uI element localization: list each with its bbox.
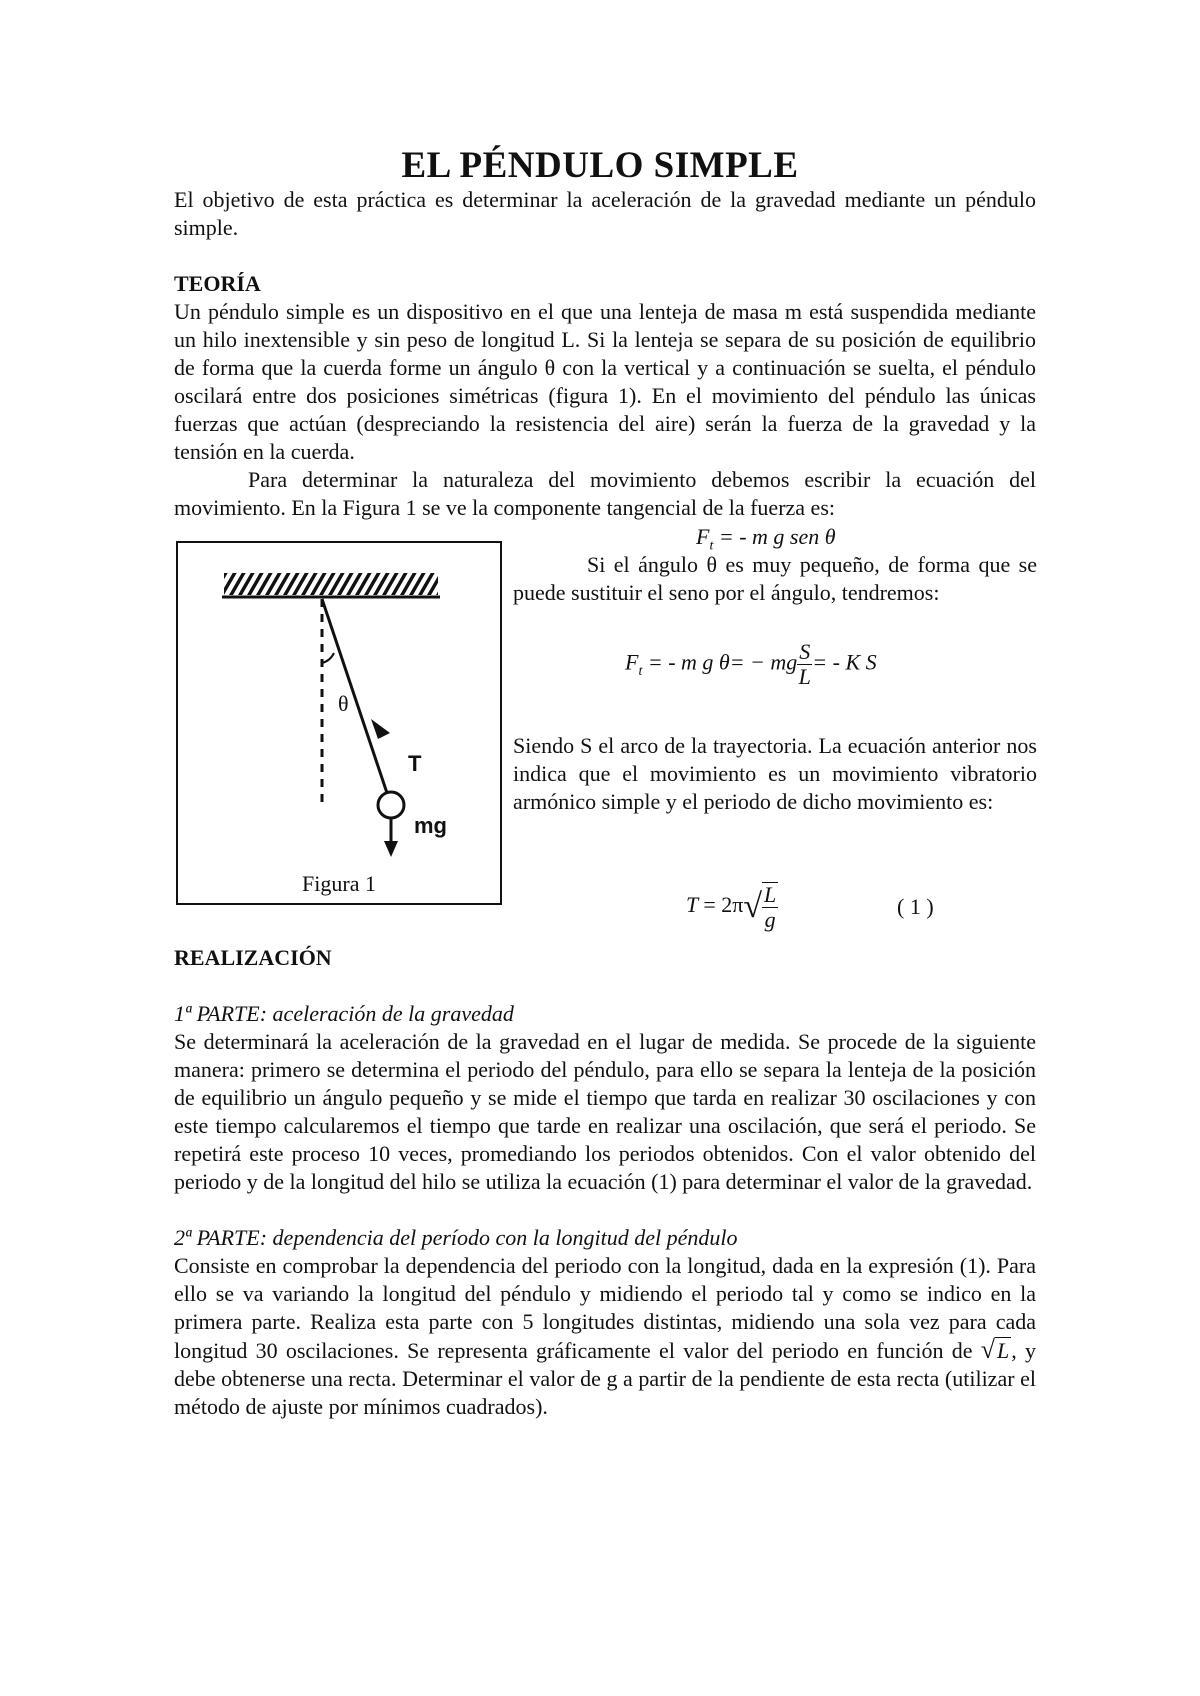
small-angle-paragraph: Si el ángulo θ es muy pequeño, de forma que se puede sustituir el seno por el ángulo, tendremos:: [513, 552, 1037, 605]
tension-arrow: [371, 719, 390, 739]
realization-block: [174, 944, 1036, 1421]
theory-paragraph-2: Para determinar la naturaleza del movimiento debemos escribir la ecuación del movimiento. En la Figura 1 se ve la componente tangencial de la fuerza es:: [174, 467, 1036, 520]
theory-paragraph-1: Un péndulo simple es un dispositivo en el que una lenteja de masa m está suspendida mediante un hilo inextensible y sin peso de longitud L. Si la lenteja se separa de su posición de equilibrio de forma que la cuerda forme un ángulo θ con la vertical y a continuación se suelta, el péndulo oscilará entre dos posiciones simétricas (figura 1). En el movimiento del péndulo las únicas fuerzas que actúan (despreciando la resistencia del aire) serán la fuerza de la gravedad y la tensión en la cuerda.: [174, 299, 1036, 464]
equation-small-angle: $F_t$ = - m g θ= − mg $\frac{S}{L}$ = - K S: [625, 639, 877, 689]
part2-paragraph: Consiste en comprobar la dependencia del periodo con la longitud, dada en la expresión (1). Para ello se va variando la longitud del péndulo y midiendo el periodo tal y como se indico en la primera parte. Realiza esta parte con 5 longitudes distintas, midiendo una sola vez para cada longitud 30 oscilaciones. Se representa gráficamente el valor del periodo en función de √L, y debe obtenerse una recta. Determinar el valor de g a partir de la pendiente de esta recta (utilizar el método de ajuste por mínimos cuadrados).: [174, 1253, 1037, 1419]
pendulum-string: [322, 599, 387, 793]
page-title: EL PÉNDULO SIMPLE: [401, 145, 799, 186]
sqrt-symbol-inline: √: [980, 1335, 996, 1364]
weight-arrow-head: [384, 841, 398, 857]
equation-period: T = 2π√ $\frac{L}{g}$: [686, 882, 777, 932]
pendulum-diagram: [178, 543, 500, 903]
fraction-s-over-l: $\frac{S}{L}$: [798, 639, 811, 689]
fraction-l-over-g: $\frac{L}{g}$: [764, 882, 777, 932]
ceiling-hatch: [224, 573, 438, 595]
sqrt-symbol: √: [743, 888, 763, 925]
figure-caption: Figura 1: [302, 871, 376, 896]
equation-number: ( 1 ): [897, 894, 934, 919]
sqrt-l-expression: √L: [980, 1335, 1010, 1364]
figure-pendulum: [176, 541, 502, 905]
theory-heading: TEORÍA: [174, 271, 261, 296]
theta-label: θ: [338, 691, 349, 716]
intro-paragraph: El objetivo de esta práctica es determinar la aceleración de la gravedad mediante un péndulo simple.: [174, 187, 1036, 240]
angle-arc: [322, 653, 334, 663]
tension-label: T: [408, 751, 422, 776]
equation-tangential-force: $F_t$ = - m g sen θ: [696, 524, 836, 554]
pendulum-bob: [378, 792, 404, 818]
weight-label: mg: [414, 813, 447, 838]
intro-block: [174, 186, 1036, 522]
part2-title: 2ª PARTE: dependencia del período con la longitud del péndulo: [174, 1225, 738, 1250]
realization-heading: REALIZACIÓN: [174, 945, 332, 970]
arc-paragraph: Siendo S el arco de la trayectoria. La ecuación anterior nos indica que el movimiento es un movimiento vibratorio armónico simple y el periodo de dicho movimiento es:: [513, 733, 1037, 814]
part1-paragraph: Se determinará la aceleración de la gravedad en el lugar de medida. Se procede de la siguiente manera: primero se determina el periodo del péndulo, para ello se separa la lenteja de la posición de equilibrio un ángulo pequeño y se mide el tiempo que tarda en realizar 30 oscilaciones y con este tiempo calcularemos el tiempo que tarde en realizar una oscilación, que será el periodo. Se repetirá este proceso 10 veces, promediando los periodos obtenidos. Con el valor obtenido del periodo y de la longitud del hilo se utiliza la ecuación (1) para determinar el valor de la gravedad.: [174, 1029, 1036, 1194]
part1-title: 1ª PARTE: aceleración de la gravedad: [174, 1001, 514, 1026]
